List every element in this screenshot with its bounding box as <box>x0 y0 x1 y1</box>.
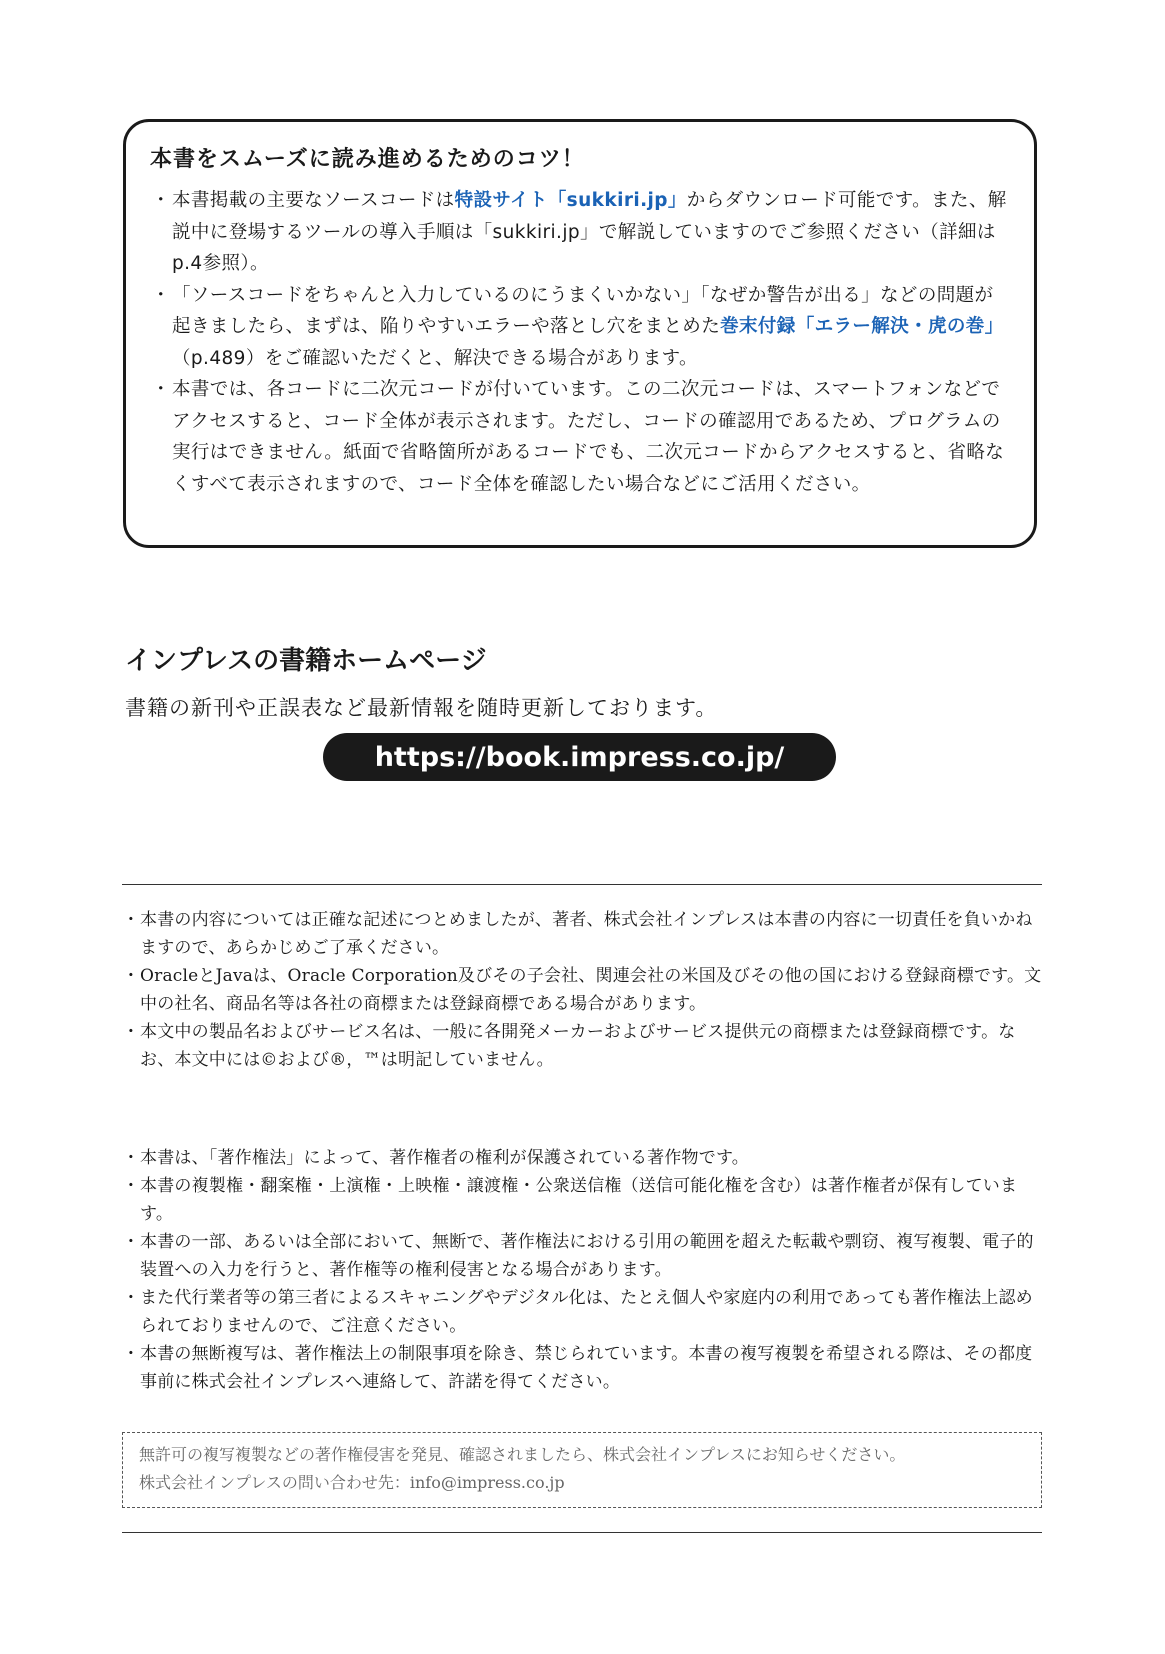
copyright-list <box>122 1144 1042 1396</box>
tip-text: 「ソースコードをちゃんと入力しているのにうまくいかない」「なぜか警告が出る」などの問題が起きましたら、まずは、陥りやすいエラーや落とし穴をまとめた <box>172 284 994 337</box>
bullet: ・ <box>122 1344 140 1364</box>
tip-highlight-appendix: 巻末付録「エラー解決・虎の巻」 <box>720 316 1004 337</box>
contact-box <box>122 1432 1042 1508</box>
divider-bottom <box>122 1532 1042 1533</box>
homepage-title: インプレスの書籍ホームページ <box>125 646 487 676</box>
bullet: ・ <box>151 379 171 400</box>
divider-top <box>122 884 1042 885</box>
tip-text: からダウンロード可能です。また、解説中に登場するツールの導入手順は「sukkiri.jp」で解説していますのでご参照ください（詳細はp.4参照）。 <box>172 190 1007 274</box>
tip-text: 本書掲載の主要なソースコードは <box>172 190 455 211</box>
contact-notice: 無許可の複写複製などの著作権侵害を発見、確認されましたら、株式会社インプレスにお知らせください。 <box>139 1445 906 1464</box>
bullet: ・ <box>122 1148 140 1168</box>
tip-item-qrcode <box>150 374 1010 500</box>
copyright-item: ・また代行業者等の第三者によるスキャニングやデジタル化は、たとえ個人や家庭内の利用であっても著作権法上認められておりませんので、ご注意ください。 <box>122 1284 1042 1340</box>
contact-info: 株式会社インプレスの問い合わせ先：info@impress.co.jp <box>139 1473 565 1492</box>
tips-box <box>123 119 1037 548</box>
bullet: ・ <box>122 1176 140 1196</box>
bullet: ・ <box>151 190 171 211</box>
tip-item-download <box>150 185 1010 280</box>
homepage-url-link[interactable]: https://book.impress.co.jp/ <box>323 733 836 781</box>
copyright-item: ・本書は、「著作権法」によって、著作権者の権利が保護されている著作物です。 <box>122 1144 1042 1172</box>
tips-title: 本書をスムーズに読み進めるためのコツ！ <box>150 147 585 172</box>
tip-highlight-site: 特設サイト「sukkiri.jp」 <box>454 190 687 211</box>
tips-list <box>150 185 1010 500</box>
homepage-description: 書籍の新刊や正誤表など最新情報を随時更新しております。 <box>125 696 718 720</box>
disclaimer-item: ・本文中の製品名およびサービス名は、一般に各開発メーカーおよびサービス提供元の商標または登録商標です。なお、本文中には©および®，™は明記していません。 <box>122 1018 1042 1074</box>
disclaimer-list <box>122 906 1042 1074</box>
tip-text: 本書では、各コードに二次元コードが付いています。この二次元コードは、スマートフォンなどでアクセスすると、コード全体が表示されます。ただし、コードの確認用であるため、プログラムの実行はできません。紙面で省略箇所があるコードでも、二次元コードからアクセスすると、省略なくすべて表示されますので、コード全体を確認したい場合などにご活用ください。 <box>172 379 1005 495</box>
disclaimer-item: ・本書の内容については正確な記述につとめましたが、著者、株式会社インプレスは本書の内容に一切責任を負いかねますので、あらかじめご了承ください。 <box>122 906 1042 962</box>
bullet: ・ <box>151 284 171 306</box>
tip-item-error <box>150 280 1010 375</box>
copyright-item: ・本書の一部、あるいは全部において、無断で、著作権法における引用の範囲を超えた転載や剽窃、複写複製、電子的装置への入力を行うと、著作権等の権利侵害となる場合があります。 <box>122 1228 1042 1284</box>
tip-text: （p.489）をご確認いただくと、解決できる場合があります。 <box>172 347 698 369</box>
bullet: ・ <box>122 1232 140 1252</box>
bullet: ・ <box>122 1022 140 1042</box>
bullet: ・ <box>122 966 140 986</box>
copyright-item: ・本書の無断複写は、著作権法上の制限事項を除き、禁じられています。本書の複写複製を希望される際は、その都度事前に株式会社インプレスへ連絡して、許諾を得てください。 <box>122 1340 1042 1396</box>
bullet: ・ <box>122 1288 140 1308</box>
bullet: ・ <box>122 910 140 930</box>
copyright-item: ・本書の複製権・翻案権・上演権・上映権・譲渡権・公衆送信権（送信可能化権を含む）は著作権者が保有しています。 <box>122 1172 1042 1228</box>
disclaimer-item: ・OracleとJavaは、Oracle Corporation及びその子会社、関連会社の米国及びその他の国における登録商標です。文中の社名、商品名等は各社の商標または登録商標である場合があります。 <box>122 962 1042 1018</box>
